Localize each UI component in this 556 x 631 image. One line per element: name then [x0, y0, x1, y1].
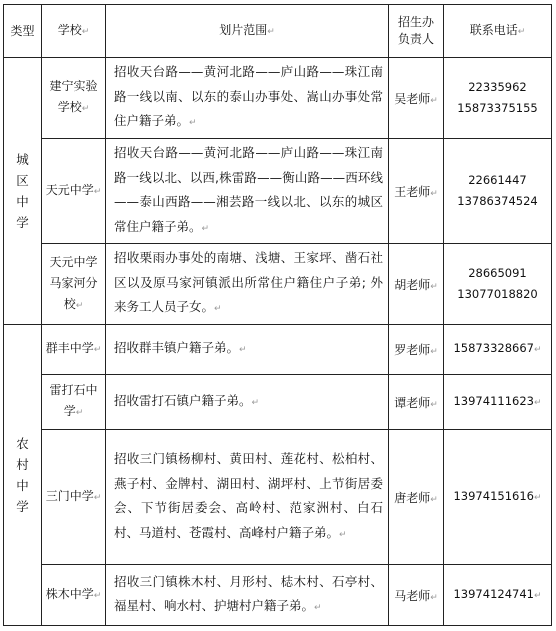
contact-person: 吴老师↵	[389, 58, 444, 139]
type-char: 城	[16, 152, 29, 167]
school-name: 天元中学马家河分校↵	[42, 244, 106, 325]
contact-phone: 15873328667↵	[444, 325, 552, 375]
contact-person: 谭老师↵	[389, 375, 444, 430]
header-type	[4, 5, 42, 58]
type-char: 中	[16, 478, 29, 493]
header-person	[389, 5, 444, 58]
contact-phone: 22661447 13786374524	[444, 139, 552, 244]
zoning-range: 招收雷打石镇户籍子弟。↵	[106, 375, 389, 430]
header-phone-text: 联系电话	[469, 22, 518, 37]
zoning-range: 招收栗雨办事处的南塘、浅塘、王家坪、凿石社区以及原马家河镇派出所常住户籍住户子弟; 外来务工人员子女。↵	[106, 244, 389, 325]
contact-phone: 13974151616↵	[444, 430, 552, 565]
type-char: 区	[16, 173, 29, 188]
header-row	[4, 5, 552, 58]
table-row	[4, 375, 552, 430]
table-row	[4, 325, 552, 375]
contact-person: 胡老师↵	[389, 244, 444, 325]
school-name: 天元中学↵	[42, 139, 106, 244]
table-row	[4, 139, 552, 244]
school-name: 株木中学↵	[42, 565, 106, 626]
header-range-text: 划片范围	[219, 22, 268, 37]
header-person-line1: 招生办	[397, 15, 434, 29]
school-name: 雷打石中学↵	[42, 375, 106, 430]
header-school-text: 学校	[57, 22, 82, 37]
type-char: 农	[16, 436, 29, 451]
header-type-text: 类型	[10, 23, 35, 38]
contact-phone: 13974124741↵	[444, 565, 552, 626]
type-char: 村	[16, 457, 29, 472]
contact-phone: 13974111623↵	[444, 375, 552, 430]
type-cell-urban	[4, 58, 42, 325]
contact-phone: 22335962 15873375155	[444, 58, 552, 139]
header-school: 学校↵	[42, 5, 106, 58]
school-name: 三门中学↵	[42, 430, 106, 565]
table-row	[4, 244, 552, 325]
zoning-range: 招收天台路——黄河北路——庐山路——珠江南路一线以北、以西,株雷路——衡山路——西环线——泰山西路——湘芸路一线以北、以东的城区常住户籍子弟。↵	[106, 139, 389, 244]
zoning-range: 招收群丰镇户籍子弟。↵	[106, 325, 389, 375]
contact-phone: 28665091 13077018820	[444, 244, 552, 325]
contact-person: 王老师↵	[389, 139, 444, 244]
enrollment-zoning-table	[3, 4, 552, 626]
contact-person: 罗老师↵	[389, 325, 444, 375]
type-char: 中	[16, 194, 29, 209]
table-row	[4, 58, 552, 139]
zoning-range: 招收三门镇株木村、月形村、梽木村、石亭村、福星村、响水村、护塘村户籍子弟。↵	[106, 565, 389, 626]
header-person-line2: 负责人	[397, 32, 434, 46]
contact-person: 唐老师↵	[389, 430, 444, 565]
contact-person: 马老师↵	[389, 565, 444, 626]
zoning-range: 招收三门镇杨柳村、黄田村、莲花村、松柏村、燕子村、金牌村、湖田村、湖坪村、上节街居委会、下节街居委会、高岭村、范家洲村、白石村、马道村、苍霞村、高峰村户籍子弟。↵	[106, 430, 389, 565]
zoning-range: 招收天台路——黄河北路——庐山路——珠江南路一线以南、以东的泰山办事处、嵩山办事处常住户籍子弟。↵	[106, 58, 389, 139]
table-row	[4, 565, 552, 626]
table-row	[4, 430, 552, 565]
type-cell-rural	[4, 325, 42, 626]
type-char: 学	[16, 499, 29, 514]
type-char: 学	[16, 215, 29, 230]
header-phone: 联系电话↵	[444, 5, 552, 58]
school-name: 群丰中学↵	[42, 325, 106, 375]
school-name: 建宁实验学校↵	[42, 58, 106, 139]
header-range: 划片范围↵	[106, 5, 389, 58]
